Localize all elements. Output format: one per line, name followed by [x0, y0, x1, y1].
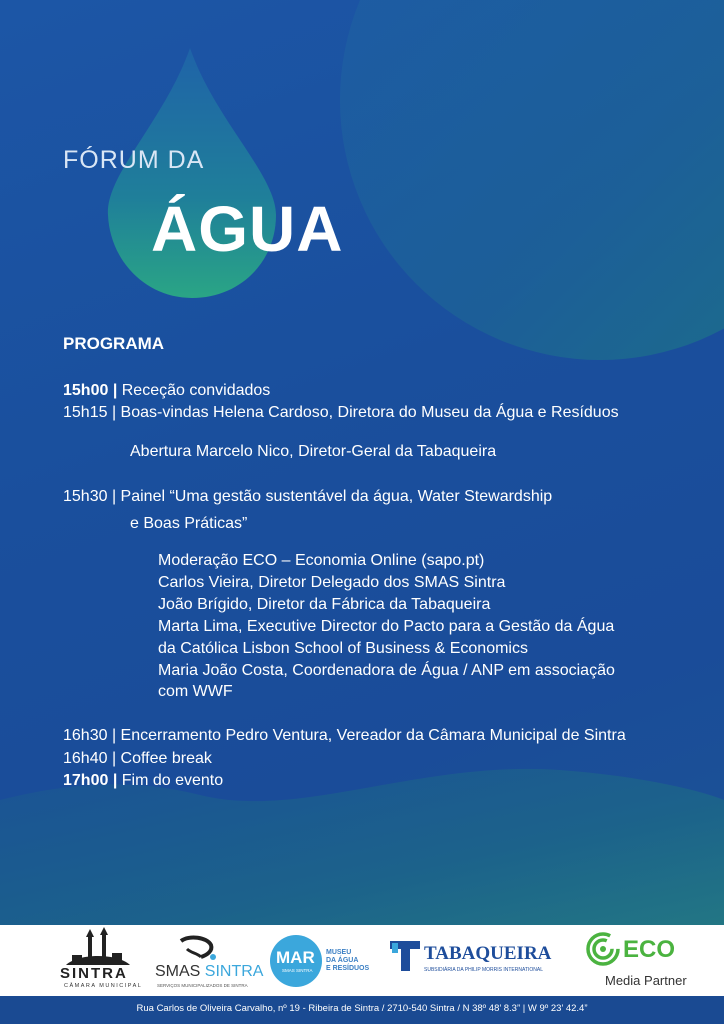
smas-name-1: SMAS	[155, 963, 201, 980]
program-item: 15h30 | Painel “Uma gestão sustentável da água, Water Stewardship	[63, 488, 553, 505]
program-text: Receção convidados	[117, 382, 271, 399]
bottom-wave-shape	[0, 769, 724, 925]
smas-name	[155, 963, 263, 981]
program-item: da Católica Lisbon School of Business & Economics	[158, 640, 528, 657]
mar-side-1: MUSEU	[326, 949, 352, 956]
program-item: Abertura Marcelo Nico, Diretor-Geral da Tabaqueira	[130, 443, 497, 460]
program-item: 16h30 | Encerramento Pedro Ventura, Vereador da Câmara Municipal de Sintra	[63, 727, 626, 744]
program-item: 15h15 | Boas-vindas Helena Cardoso, Diretora do Museu da Água e Resíduos	[63, 404, 619, 421]
smas-name-2: SINTRA	[204, 963, 264, 980]
address-bar: Rua Carlos de Oliveira Carvalho, nº 19 - Ribeira de Sintra / 2710-540 Sintra / N 38º 48’ 8.3” | W 9º 23’ 42.4”	[0, 996, 724, 1024]
program-item: João Brígido, Diretor da Fábrica da Tabaqueira	[158, 596, 491, 613]
tabaqueira-t-icon	[390, 941, 420, 971]
sintra-palace-icon	[58, 925, 138, 969]
program-item: Maria João Costa, Coordenadora de Água / ANP em associação	[158, 662, 615, 679]
eco-rings-icon	[585, 931, 621, 967]
program-item: Marta Lima, Executive Director do Pacto para a Gestão da Água	[158, 618, 615, 635]
mar-side-3: E RESÍDUOS	[326, 965, 370, 972]
eco-logo	[585, 931, 695, 995]
program-item	[63, 380, 270, 402]
sintra-logo	[58, 925, 143, 995]
tabaqueira-logo	[390, 939, 560, 989]
programa-heading: PROGRAMA	[63, 334, 165, 353]
program-item: Moderação ECO – Economia Online (sapo.pt)	[158, 552, 485, 569]
mar-logo	[270, 935, 375, 995]
tabaqueira-sub: SUBSIDIÁRIA DA PHILIP MORRIS INTERNATIONAL	[424, 967, 544, 973]
smas-sub: SERVIÇOS MUNICIPALIZADOS DE SINTRA	[157, 983, 248, 988]
program-item: Carlos Vieira, Diretor Delegado dos SMAS Sintra	[158, 574, 506, 591]
mar-name: MAR	[276, 948, 315, 967]
tabaqueira-name: TABAQUEIRA	[424, 943, 552, 964]
forum-title-small: FÓRUM DA	[63, 146, 205, 174]
smas-wave-icon	[177, 935, 217, 961]
mar-side-text	[326, 949, 369, 973]
program-time: 15h00 |	[63, 382, 118, 399]
forum-title-big: ÁGUA	[151, 193, 344, 265]
smas-logo	[155, 933, 264, 995]
eco-sub: Media Partner	[605, 973, 687, 988]
mar-sub: SMAS SINTRA	[282, 968, 313, 973]
mar-side-2: DA ÁGUA	[326, 957, 359, 964]
program-text: Fim do evento	[117, 772, 224, 789]
sintra-name: SINTRA	[60, 965, 128, 982]
eco-name: ECO	[623, 936, 676, 963]
program-item: e Boas Práticas”	[130, 515, 248, 532]
sintra-sub: CÂMARA MUNICIPAL	[64, 983, 143, 989]
program-item: 16h40 | Coffee break	[63, 750, 212, 767]
program-item	[63, 770, 223, 792]
program-time: 17h00 |	[63, 772, 118, 789]
large-circle-shape	[340, 0, 724, 360]
program-item: com WWF	[158, 683, 233, 700]
